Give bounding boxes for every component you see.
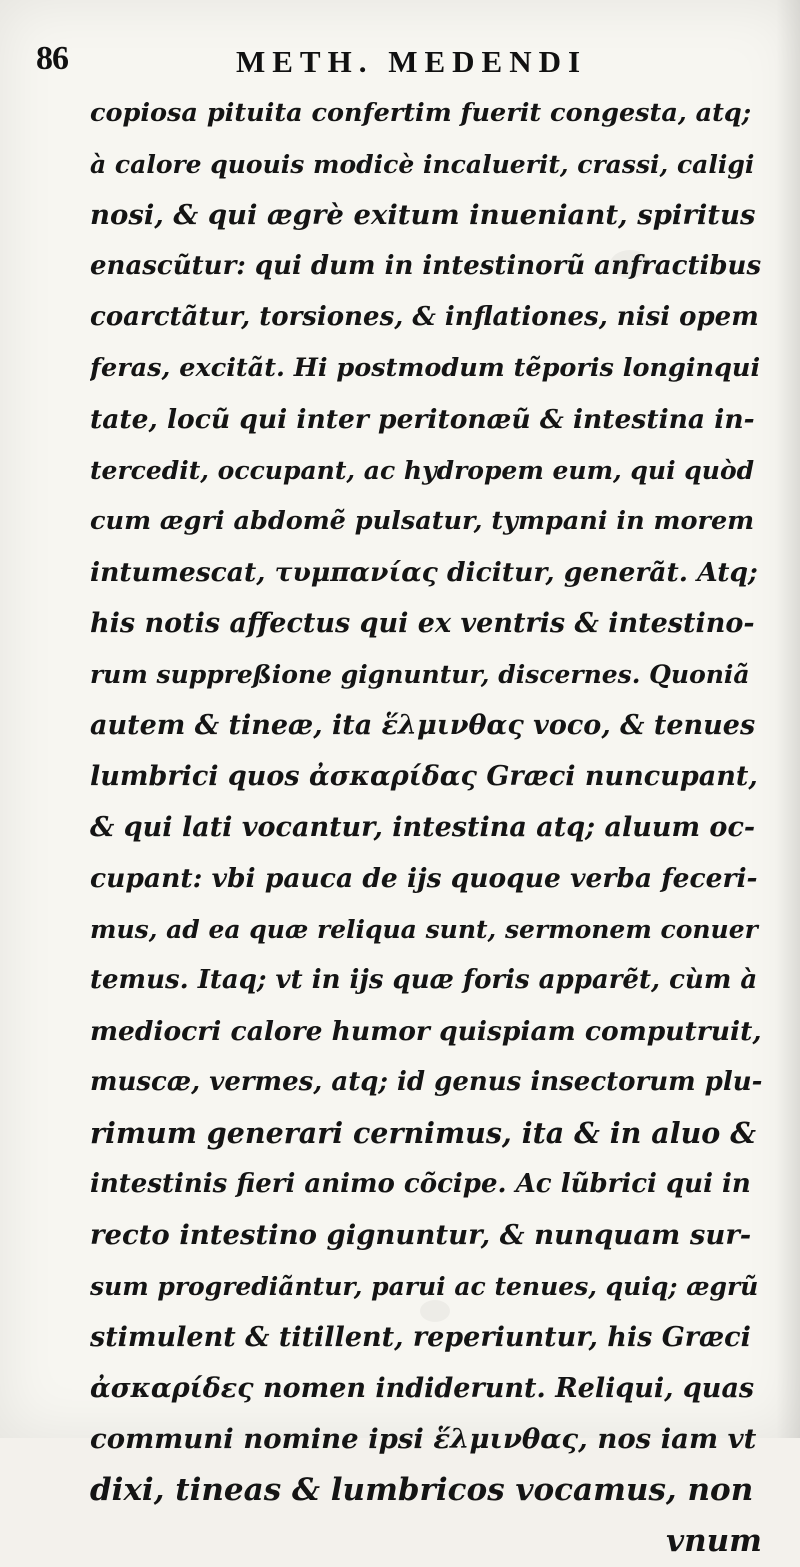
text-line: autem & tineæ, ita ἕλμινθας voco, & tenues	[90, 710, 756, 741]
text-line: cum ægri abdomẽ pulsatur, tympani in morem	[90, 506, 755, 536]
body-text	[90, 88, 762, 1567]
text-line: ἀσκαρίδες nomen indiderunt. Reliqui, quas	[90, 1373, 755, 1404]
text-line: mediocri calore humor quispiam computruit,	[90, 1016, 762, 1047]
text-line: tercedit, occupant, ac hydropem eum, qui quòd	[90, 456, 755, 485]
catchword: vnum	[666, 1523, 762, 1559]
text-line: stimulent & titillent, reperiuntur, his Græci	[90, 1322, 751, 1353]
text-line: cupant: vbi pauca de ijs quoque verba feceri-	[90, 863, 758, 894]
text-line: mus, ad ea quæ reliqua sunt, sermonem conuer	[90, 915, 758, 944]
text-line: coarctãtur, torsiones, & inflationes, nisi opem	[90, 302, 759, 332]
text-line: tate, locũ qui inter peritonæũ & intestina in-	[90, 404, 755, 435]
text-line: dixi, tineas & lumbricos vocamus, non	[90, 1472, 754, 1508]
text-line: his notis affectus qui ex ventris & intestino-	[90, 608, 755, 639]
text-line: rum suppreßione gignuntur, discernes. Quoniã	[90, 660, 750, 689]
text-line: intestinis fieri animo cõcipe. Ac lũbrici qui in	[90, 1169, 751, 1199]
text-line: & qui lati vocantur, intestina atq; aluum oc-	[90, 812, 756, 843]
text-line: muscæ, vermes, atq; id genus insectorum plu-	[90, 1067, 762, 1097]
text-line: sum progrediãntur, parui ac tenues, quiq; ægrũ	[90, 1272, 759, 1301]
text-line: à calore quouis modicè incaluerit, crassi, caligi	[90, 150, 755, 179]
text-line: rimum generari cernimus, ita & in aluo &	[90, 1116, 756, 1150]
text-line: nosi, & qui ægrè exitum inueniant, spiritus	[90, 199, 756, 231]
page-number: 86	[36, 40, 68, 77]
page-edge-shadow	[776, 0, 800, 1438]
text-line: communi nomine ipsi ἕλμινθας, nos iam vt	[90, 1423, 757, 1455]
text-line: feras, excitãt. Hi postmodum tẽporis longinqui	[90, 353, 761, 383]
text-line: lumbrici quos ἀσκαρίδας Græci nuncupant,	[90, 761, 758, 792]
running-head: METH. MEDENDI	[236, 44, 588, 79]
page-header	[36, 40, 766, 86]
text-line: recto intestino gignuntur, & nunquam sur-	[90, 1219, 752, 1251]
text-line: intumescat, τυμπανίας dicitur, generãt. Atq;	[90, 557, 758, 588]
text-line: enascũtur: qui dum in intestinorũ anfractibus	[90, 251, 762, 281]
text-line: copiosa pituita confertim fuerit congesta, atq;	[90, 98, 752, 128]
text-line: temus. Itaq; vt in ijs quæ foris apparẽt, cùm à	[90, 965, 758, 995]
